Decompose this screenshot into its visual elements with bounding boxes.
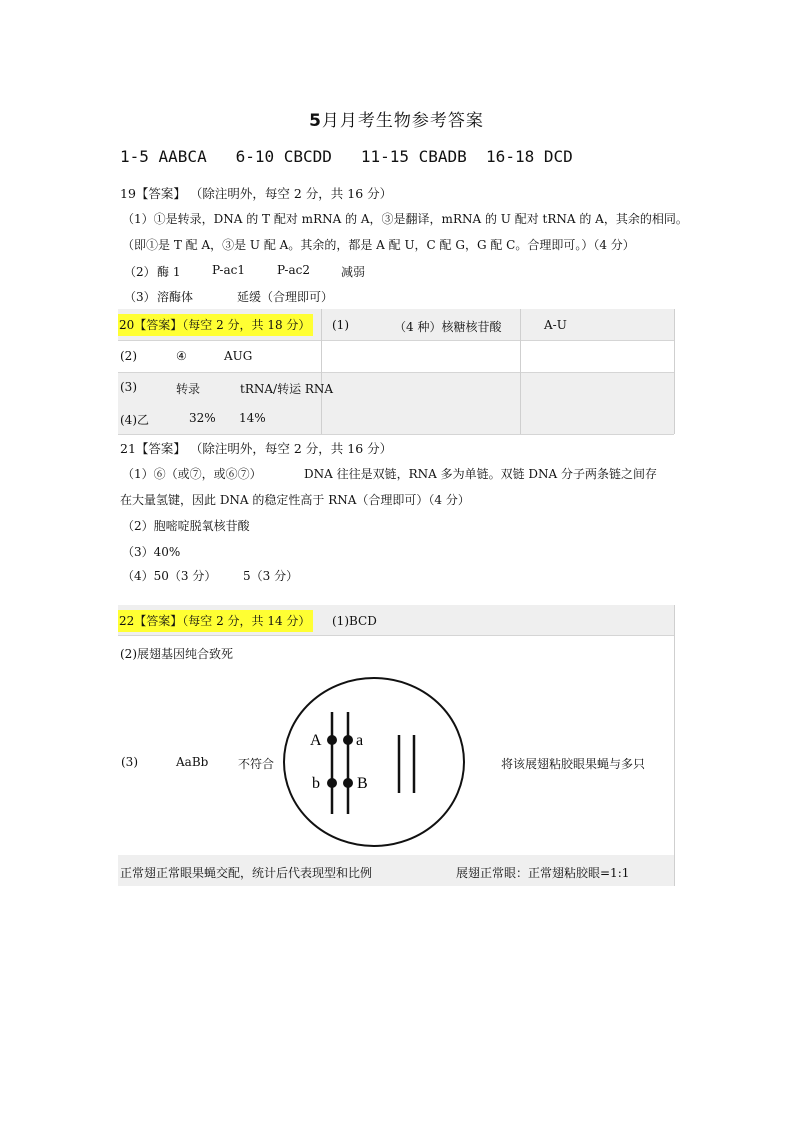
q21-part1-label: （1）⑥（或⑦，或⑥⑦）: [122, 467, 262, 481]
q19-part3-b: 延缓（合理即可）: [237, 290, 334, 304]
locus-a-dot: [343, 735, 353, 745]
allele-A-label: A: [310, 732, 322, 749]
allele-B-label: B: [357, 775, 368, 792]
page-title: [0, 106, 793, 131]
q22-part3-c: 将该展翅粘胶眼果蝇与多只: [501, 757, 646, 771]
q20-r3-label: (3): [120, 380, 137, 394]
q20-r2-label: (2): [120, 349, 137, 363]
q20-r2-b: AUG: [224, 349, 253, 363]
q21-part1-text: DNA 往往是双链，RNA 多为单链。双链 DNA 分子两条链之间存: [304, 467, 658, 481]
q20-r3-a: 转录: [176, 382, 201, 396]
q22-part2: (2)展翅基因纯合致死: [120, 647, 233, 661]
locus-B-dot: [343, 778, 353, 788]
title-number: 5: [309, 111, 322, 131]
q20-col-divider-1: [321, 309, 322, 434]
q19-part1-line2: （即①是 T 配 A，③是 U 配 A。其余的，都是 A 配 U，C 配 G，G 配 C。合理即可。）（4 分）: [122, 238, 635, 252]
q20-divider-1: [118, 340, 674, 341]
title-text: 月月考生物参考答案: [321, 111, 484, 131]
q20-r4-label: (4)乙: [120, 413, 149, 427]
allele-b-label: b: [312, 775, 320, 792]
q20-r2-a: ④: [176, 349, 187, 363]
q22-right-border: [674, 605, 675, 886]
q22-header: 22【答案】（每空 2 分，共 14 分）: [118, 610, 313, 632]
q20-r1-a: （4 种）核糖核苷酸: [394, 320, 502, 334]
q19-part1-line1: （1）①是转录，DNA 的 T 配对 mRNA 的 A，③是翻译，mRNA 的 U 配对 tRNA 的 A，其余的相同。: [122, 212, 688, 226]
q20-r1-label: (1): [332, 318, 349, 332]
q20-divider-2: [118, 372, 674, 373]
q20-header: 20【答案】（每空 2 分，共 18 分）: [118, 314, 313, 336]
q20-col-divider-2: [520, 309, 521, 434]
q20-col-divider-3: [674, 309, 675, 434]
q22-part3-label: (3): [121, 755, 138, 769]
q20-r1-b: A-U: [544, 318, 567, 332]
q20-divider-3: [118, 434, 674, 435]
q22-part3-b: 不符合: [238, 757, 275, 771]
q19-part2-d: 减弱: [341, 265, 366, 279]
q22-part3-d: 正常翅正常眼果蝇交配，统计后代表现型和比例: [120, 866, 373, 880]
q21-part1-cont: 在大量氢键，因此 DNA 的稳定性高于 RNA（合理即可）（4 分）: [120, 493, 470, 507]
q21-part4-b: 5（3 分）: [243, 569, 299, 583]
q21-part4-a: （4）50（3 分）: [122, 569, 217, 583]
q20-r3-b: tRNA/转运 RNA: [240, 382, 334, 396]
q19-part2-b: P-ac1: [212, 263, 245, 277]
q19-part3-label: （3）: [124, 290, 156, 304]
q20-r4-b: 14%: [239, 411, 266, 425]
q19-part2-c: P-ac2: [277, 263, 310, 277]
q20-r4-a: 32%: [189, 411, 216, 425]
q22-part3-a: AaBb: [176, 755, 209, 769]
mcq-answers: 1-5 AABCA 6-10 CBCDD 11-15 CBADB 16-18 DCD: [120, 147, 573, 166]
chromosome-diagram: [282, 676, 468, 848]
q22-part1: (1)BCD: [332, 614, 377, 628]
q19-header: 19【答案】 （除注明外，每空 2 分，共 16 分）: [120, 186, 393, 201]
q19-part2-label: （2）: [124, 265, 156, 279]
q22-divider-1: [118, 635, 674, 636]
q21-part3: （3）40%: [122, 545, 181, 559]
q21-part2: （2）胞嘧啶脱氧核苷酸: [122, 519, 250, 533]
q21-header: 21【答案】 （除注明外，每空 2 分，共 16 分）: [120, 441, 393, 456]
q19-part3-a: 溶酶体: [157, 290, 194, 304]
locus-A-dot: [327, 735, 337, 745]
cell-outline: [284, 678, 464, 846]
allele-a-label: a: [356, 732, 364, 749]
q19-part2-a: 酶 1: [157, 265, 181, 279]
locus-b-dot: [327, 778, 337, 788]
q22-part3-e: 展翅正常眼：正常翅粘胶眼=1:1: [456, 866, 630, 880]
